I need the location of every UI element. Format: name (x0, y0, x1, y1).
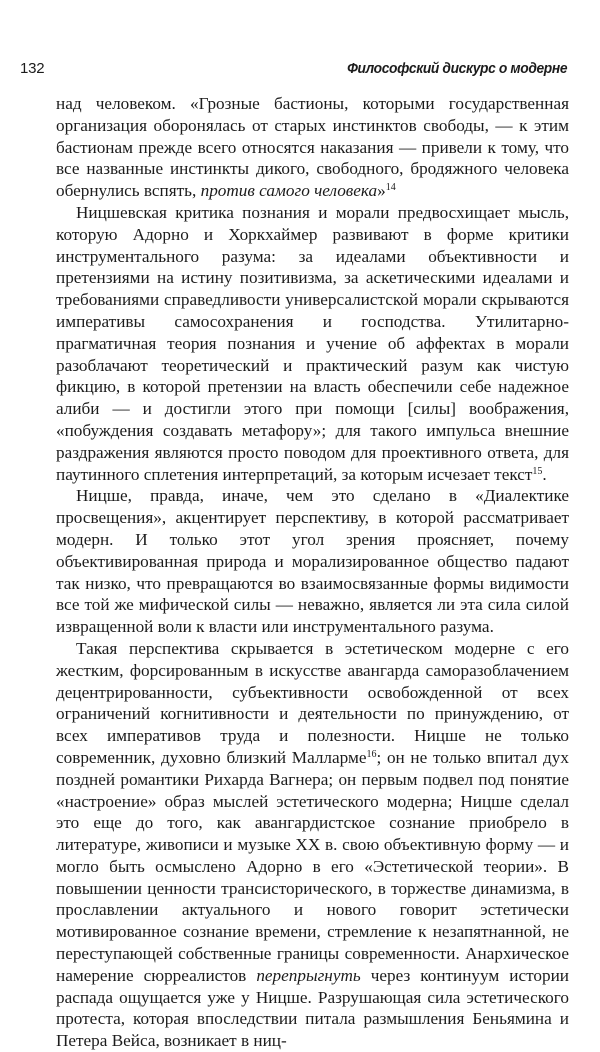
footnote-ref: 15 (532, 465, 543, 477)
text-run: над человеком. «Грозные бастионы, которыми государственная организация оборонялась от старых инстинктов свободы, — к этим бастионам прежде всего относятся наказания — привели к тому, что все названные инстинкты дикого, свободного, бродяжного человека обернулись вспять, (56, 94, 569, 201)
italic-text: против самого человека (200, 181, 378, 201)
paragraph (56, 485, 569, 638)
paragraph (56, 638, 569, 1052)
text-run: » (377, 181, 386, 201)
text-run: через континуум истории распада ощущается уже у Ницше. Разрушающая сила эстетического протеста, которая впоследствии питала размышления Беньямина и Петера Вейса, возникает в ниц- (56, 965, 569, 1051)
text-run: Ницшевская критика познания и морали предвосхищает мысль, которую Адорно и Хоркхаймер развивают в форме критики инструментального разума: за идеалами объективности и претензиями на истину позитивизма, за аскетическими идеалами и требованиями справедливости универсалистской морали скрываются императивы самосохранения и господства. Утилитарно-прагматичная теория познания и учение об аффектах в морали разоблачают теоретический и практический разум как чистую фикцию, в которой претензии на власть обеспечили себе надежное алиби — и достигли этого при помощи [силы] воображения, «побуждения создавать метафору»; для такого импульса внешние раздражения являются просто поводом для проективного ответа, для паутинного сплетения интерпретаций, за которым исчезает текст (56, 202, 569, 484)
running-title: Философский дискурс о модерне (346, 60, 567, 77)
page-number: 132 (20, 60, 45, 77)
text-run: ; он не только впитал дух поздней романтики Рихарда Вагнера; он первым подвел под понятие «настроение» образ мыслей эстетического модерна; Ницше сделал это еще до того, как авангардистское сознание приобрело в литературе, живописи и музыке XX в. свою объективную форму — и могло быть осмыслено Адорно в его «Эстетической теории». В повышении ценности трансисторического, в торжестве динамизма, в прославлении актуального и нового говорит эстетически мотивированное сознание времени, стремление к незапятнанной, не переступающей собственные границы современности. Анархическое намерение сюрреалистов (56, 747, 569, 985)
text-run: Такая перспектива скрывается в эстетическом модерне с его жестким, форсированным в искусстве авангарда саморазоблачением децентрированности, субъективности освобожденной от всех ограничений когнитивности и деятельности по принуждению, от всех императивов труда и полезности. Ницше не только современник, духовно близкий Малларме (56, 638, 569, 767)
text-run: Ницше, правда, иначе, чем это сделано в «Диалектике просвещения», акцентирует перспективу, в которой рассматривает модерн. И только этот угол зрения проясняет, почему объективированная природа и морализированное общество падают так низко, что превращаются во взаимосвязанные формы видимости все той же мифической силы — неважно, является ли эта сила силой извращенной воли к власти или инструментального разума. (56, 486, 569, 637)
body-text (56, 93, 569, 1052)
text-run: . (542, 464, 547, 484)
paragraph (56, 93, 569, 202)
footnote-ref: 14 (385, 182, 396, 194)
paragraph (56, 202, 569, 485)
italic-text: перепрыгнуть (256, 965, 361, 985)
footnote-ref: 16 (366, 748, 377, 760)
page-header (20, 58, 567, 80)
